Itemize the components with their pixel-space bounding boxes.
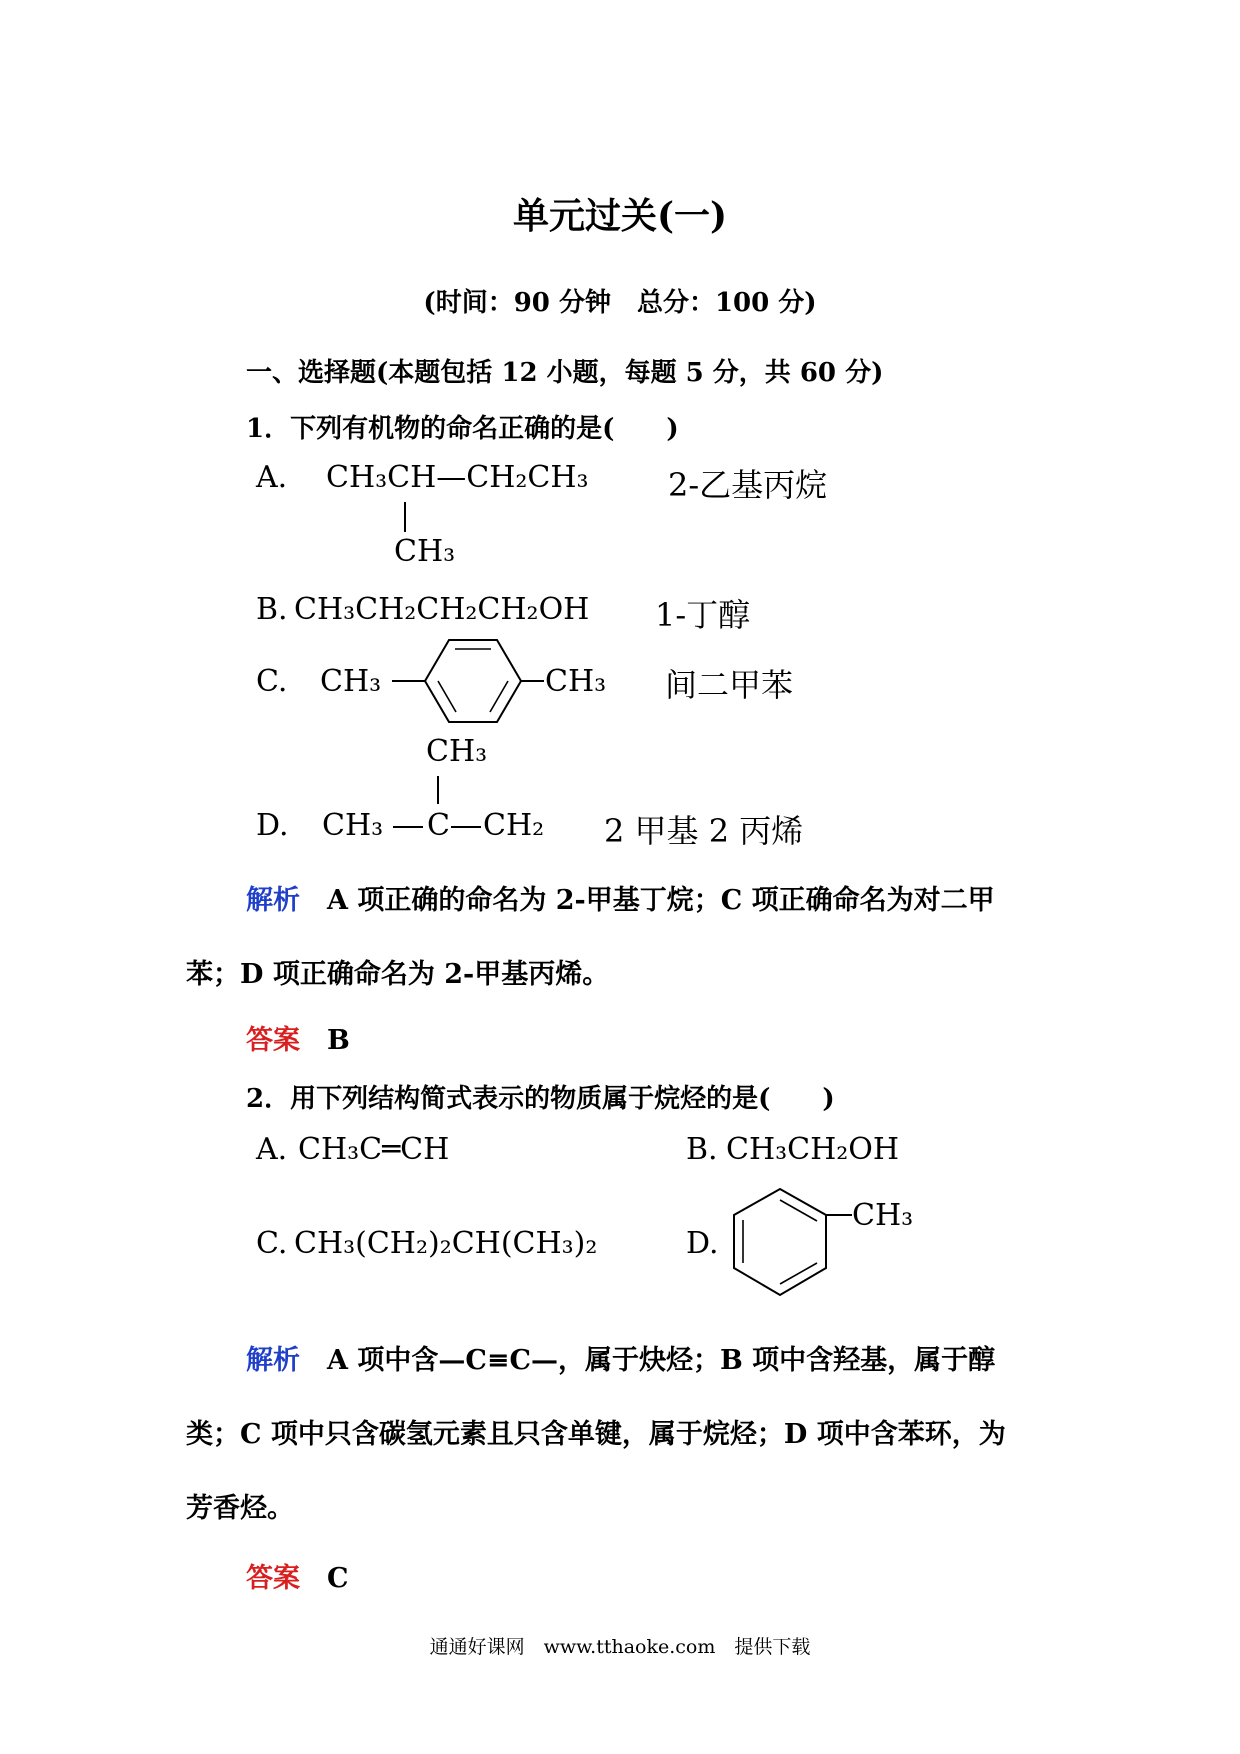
q1-option-b-name: 1-丁醇 [655, 596, 751, 634]
q1-option-c-right: CH₃ [545, 664, 607, 699]
q1-answer-label: 答案 [246, 1025, 300, 1056]
q1-option-d-left: CH₃ [322, 808, 384, 843]
section-heading: 一、选择题(本题包括 12 小题，每题 5 分，共 60 分) [246, 358, 884, 388]
q1-explanation-text-1: A 项正确的命名为 2-甲基丁烷；C 项正确命名为对二甲 [327, 885, 995, 916]
q1-explanation-label: 解析 [246, 885, 300, 916]
q2-option-c-label: C. [256, 1226, 288, 1261]
q2-option-d-label: D. [686, 1226, 719, 1261]
q1-option-a-label: A. [256, 460, 288, 495]
q1-option-b-label: B. [256, 592, 288, 627]
q1-explanation-line-2: 苯；D 项正确命名为 2-甲基丙烯。 [186, 959, 610, 990]
page-title: 单元过关(一) [512, 195, 728, 237]
q1-option-a-name: 2-乙基丙烷 [668, 466, 828, 504]
q1-option-c-name: 间二甲苯 [665, 666, 794, 704]
q2-option-b-formula: CH₃CH₂OH [726, 1132, 900, 1167]
q1-option-c-label: C. [256, 664, 288, 699]
q2-option-b-label: B. [686, 1132, 718, 1167]
q2-option-a-label: A. [256, 1132, 288, 1167]
question-2-stem: 2．用下列结构简式表示的物质属于烷烃的是( ) [246, 1084, 835, 1114]
q1-option-d-name: 2 甲基 2 丙烯 [604, 812, 804, 850]
q2-explanation-line-2: 类；C 项中只含碳氢元素且只含单键，属于烷烃；D 项中含苯环，为 [186, 1419, 1006, 1450]
q1-option-c-left: CH₃ [320, 664, 382, 699]
q2-explanation-line-1 [246, 1338, 995, 1377]
q1-option-d-carbon: C [427, 808, 450, 843]
footer-credit: 通通好课网 www.tthaoke.com 提供下载 [429, 1636, 811, 1658]
q2-option-d-substituent: CH₃ [852, 1198, 914, 1233]
q1-option-d-label: D. [256, 808, 289, 843]
q1-option-a-branch: CH₃ [394, 534, 456, 569]
q2-explanation-line-3: 芳香烃。 [186, 1493, 294, 1524]
exam-info: (时间：90 分钟 总分：100 分) [423, 288, 817, 318]
question-1-stem: 1．下列有机物的命名正确的是( ) [246, 414, 679, 444]
q1-answer-value: B [327, 1025, 350, 1056]
q1-option-b-formula: CH₃CH₂CH₂CH₂OH [294, 592, 590, 627]
q2-explanation-text-1: A 项中含—C≡C—，属于炔烃；B 项中含羟基，属于醇 [327, 1345, 996, 1376]
q1-option-d-top: CH₃ [426, 734, 488, 769]
q2-option-c-formula: CH₃(CH₂)₂CH(CH₃)₂ [294, 1226, 598, 1261]
q2-answer-value: C [327, 1563, 349, 1594]
q2-answer-label: 答案 [246, 1563, 300, 1594]
q1-option-a-formula: CH₃CH—CH₂CH₃ [326, 460, 589, 495]
q2-answer [246, 1556, 349, 1595]
q2-explanation-label: 解析 [246, 1345, 300, 1376]
q1-option-d-right: CH₂ [483, 808, 545, 843]
q2-option-a-formula: CH₃C═CH [298, 1132, 450, 1167]
